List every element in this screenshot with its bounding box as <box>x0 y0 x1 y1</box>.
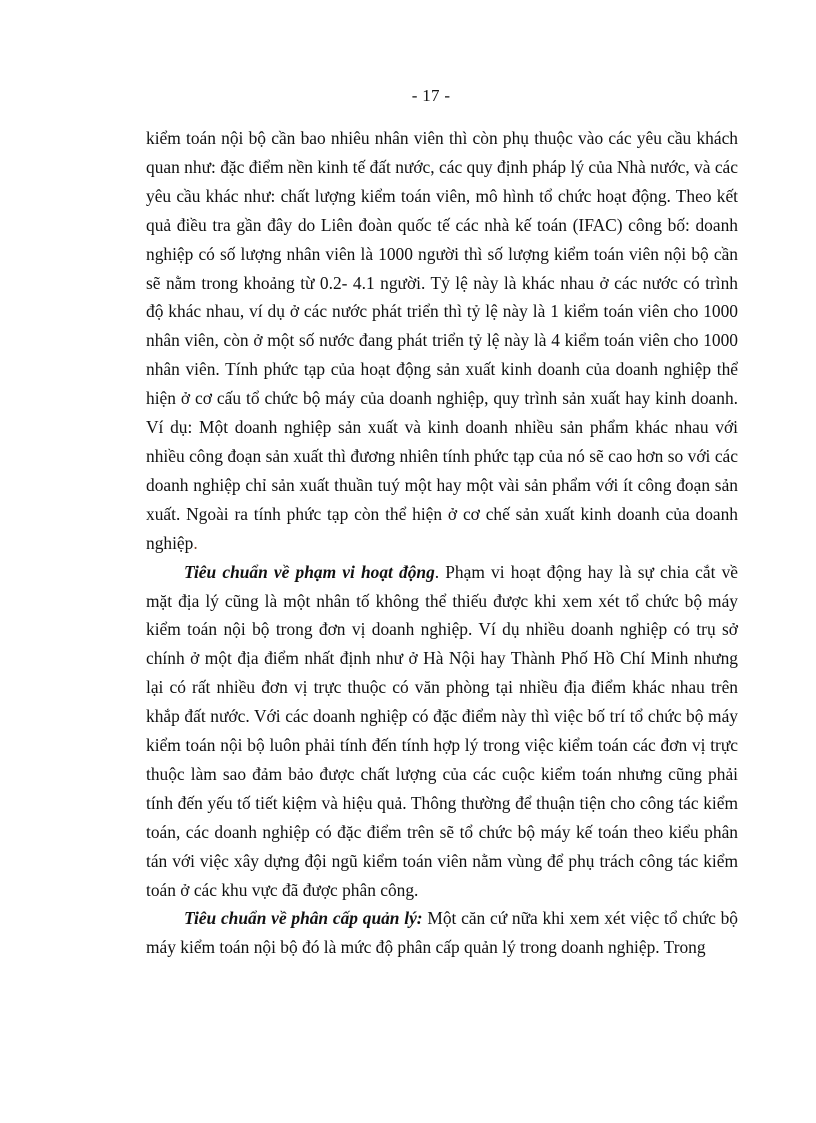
paragraph-scope-criteria <box>146 558 738 905</box>
paragraph-workload <box>146 124 738 558</box>
paragraph-trailing-period: . <box>193 532 198 553</box>
scope-criteria-heading: Tiêu chuẩn về phạm vi hoạt động <box>184 561 435 582</box>
paragraph-text: Một căn cứ nữa khi xem xét việc tổ chức bộ máy kiểm toán nội bộ đó là mức độ phân cấp quản lý trong doanh nghiệp. Trong <box>146 908 738 958</box>
page-number: - 17 - <box>411 86 451 105</box>
paragraph-text: kiểm toán nội bộ cần bao nhiêu nhân viên thì còn phụ thuộc vào các yêu cầu khách quan như: đặc điểm nền kinh tế đất nước, các quy định pháp lý của Nhà nước, và các yêu cầu khác như: chất lượng kiểm toán viên, mô hình tổ chức hoạt động. Theo kết quả điều tra gần đây do Liên đoàn quốc tế các nhà kế toán (IFAC) công bố: doanh nghiệp có số lượng nhân viên là 1000 người thì số lượng kiểm toán viên nội bộ cần sẽ nằm trong khoảng từ 0.2- 4.1 người. Tỷ lệ này là khác nhau ở các nước có trình độ khác nhau, ví dụ ở các nước phát triển thì tỷ lệ này là 1 kiểm toán viên cho 1000 nhân viên, còn ở một số nước đang phát triển tỷ lệ này là 4 kiểm toán viên cho 1000 nhân viên. Tính phức tạp của hoạt động sản xuất kinh doanh của doanh nghiệp thể hiện ở cơ cấu tổ chức bộ máy của doanh nghiệp, quy trình sản xuất hay kinh doanh. Ví dụ: Một doanh nghiệp sản xuất và kinh doanh nhiều sản phẩm khác nhau với nhiều công đoạn sản xuất thì đương nhiên tính phức tạp của nó sẽ cao hơn so với các doanh nghiệp chỉ sản xuất thuần tuý một hay một vài sản phẩm với ít công đoạn sản xuất. Ngoài ra tính phức tạp còn thể hiện ở cơ chế sản xuất kinh doanh của doanh nghiệp <box>146 128 738 553</box>
management-criteria-heading: Tiêu chuẩn về phân cấp quản lý: <box>184 908 423 929</box>
paragraph-management-criteria <box>146 904 738 962</box>
paragraph-text: . Phạm vi hoạt động hay là sự chia cắt về mặt địa lý cũng là một nhân tố không thể thiếu được khi xem xét tổ chức bộ máy kiểm toán nội bộ trong đơn vị doanh nghiệp. Ví dụ nhiều doanh nghiệp có trụ sở chính ở một địa điểm nhất định như ở Hà Nội hay Thành Phố Hồ Chí Minh nhưng lại có rất nhiều đơn vị trực thuộc có văn phòng tại nhiều địa điểm khác nhau trên khắp đất nước. Với các doanh nghiệp có đặc điểm này thì việc bố trí tổ chức bộ máy kiểm toán nội bộ luôn phải tính đến tính hợp lý trong việc kiểm toán các đơn vị trực thuộc làm sao đảm bảo được chất lượng của các cuộc kiểm toán nhưng cũng phải tính đến yếu tố tiết kiệm và hiệu quả. Thông thường để thuận tiện cho công tác kiểm toán, các doanh nghiệp có đặc điểm trên sẽ tổ chức bộ máy kế toán theo kiểu phân tán với việc xây dựng đội ngũ kiểm toán viên nằm vùng để phụ trách công tác kiểm toán ở các khu vực đã được phân công. <box>146 561 738 900</box>
body-text <box>146 124 738 962</box>
